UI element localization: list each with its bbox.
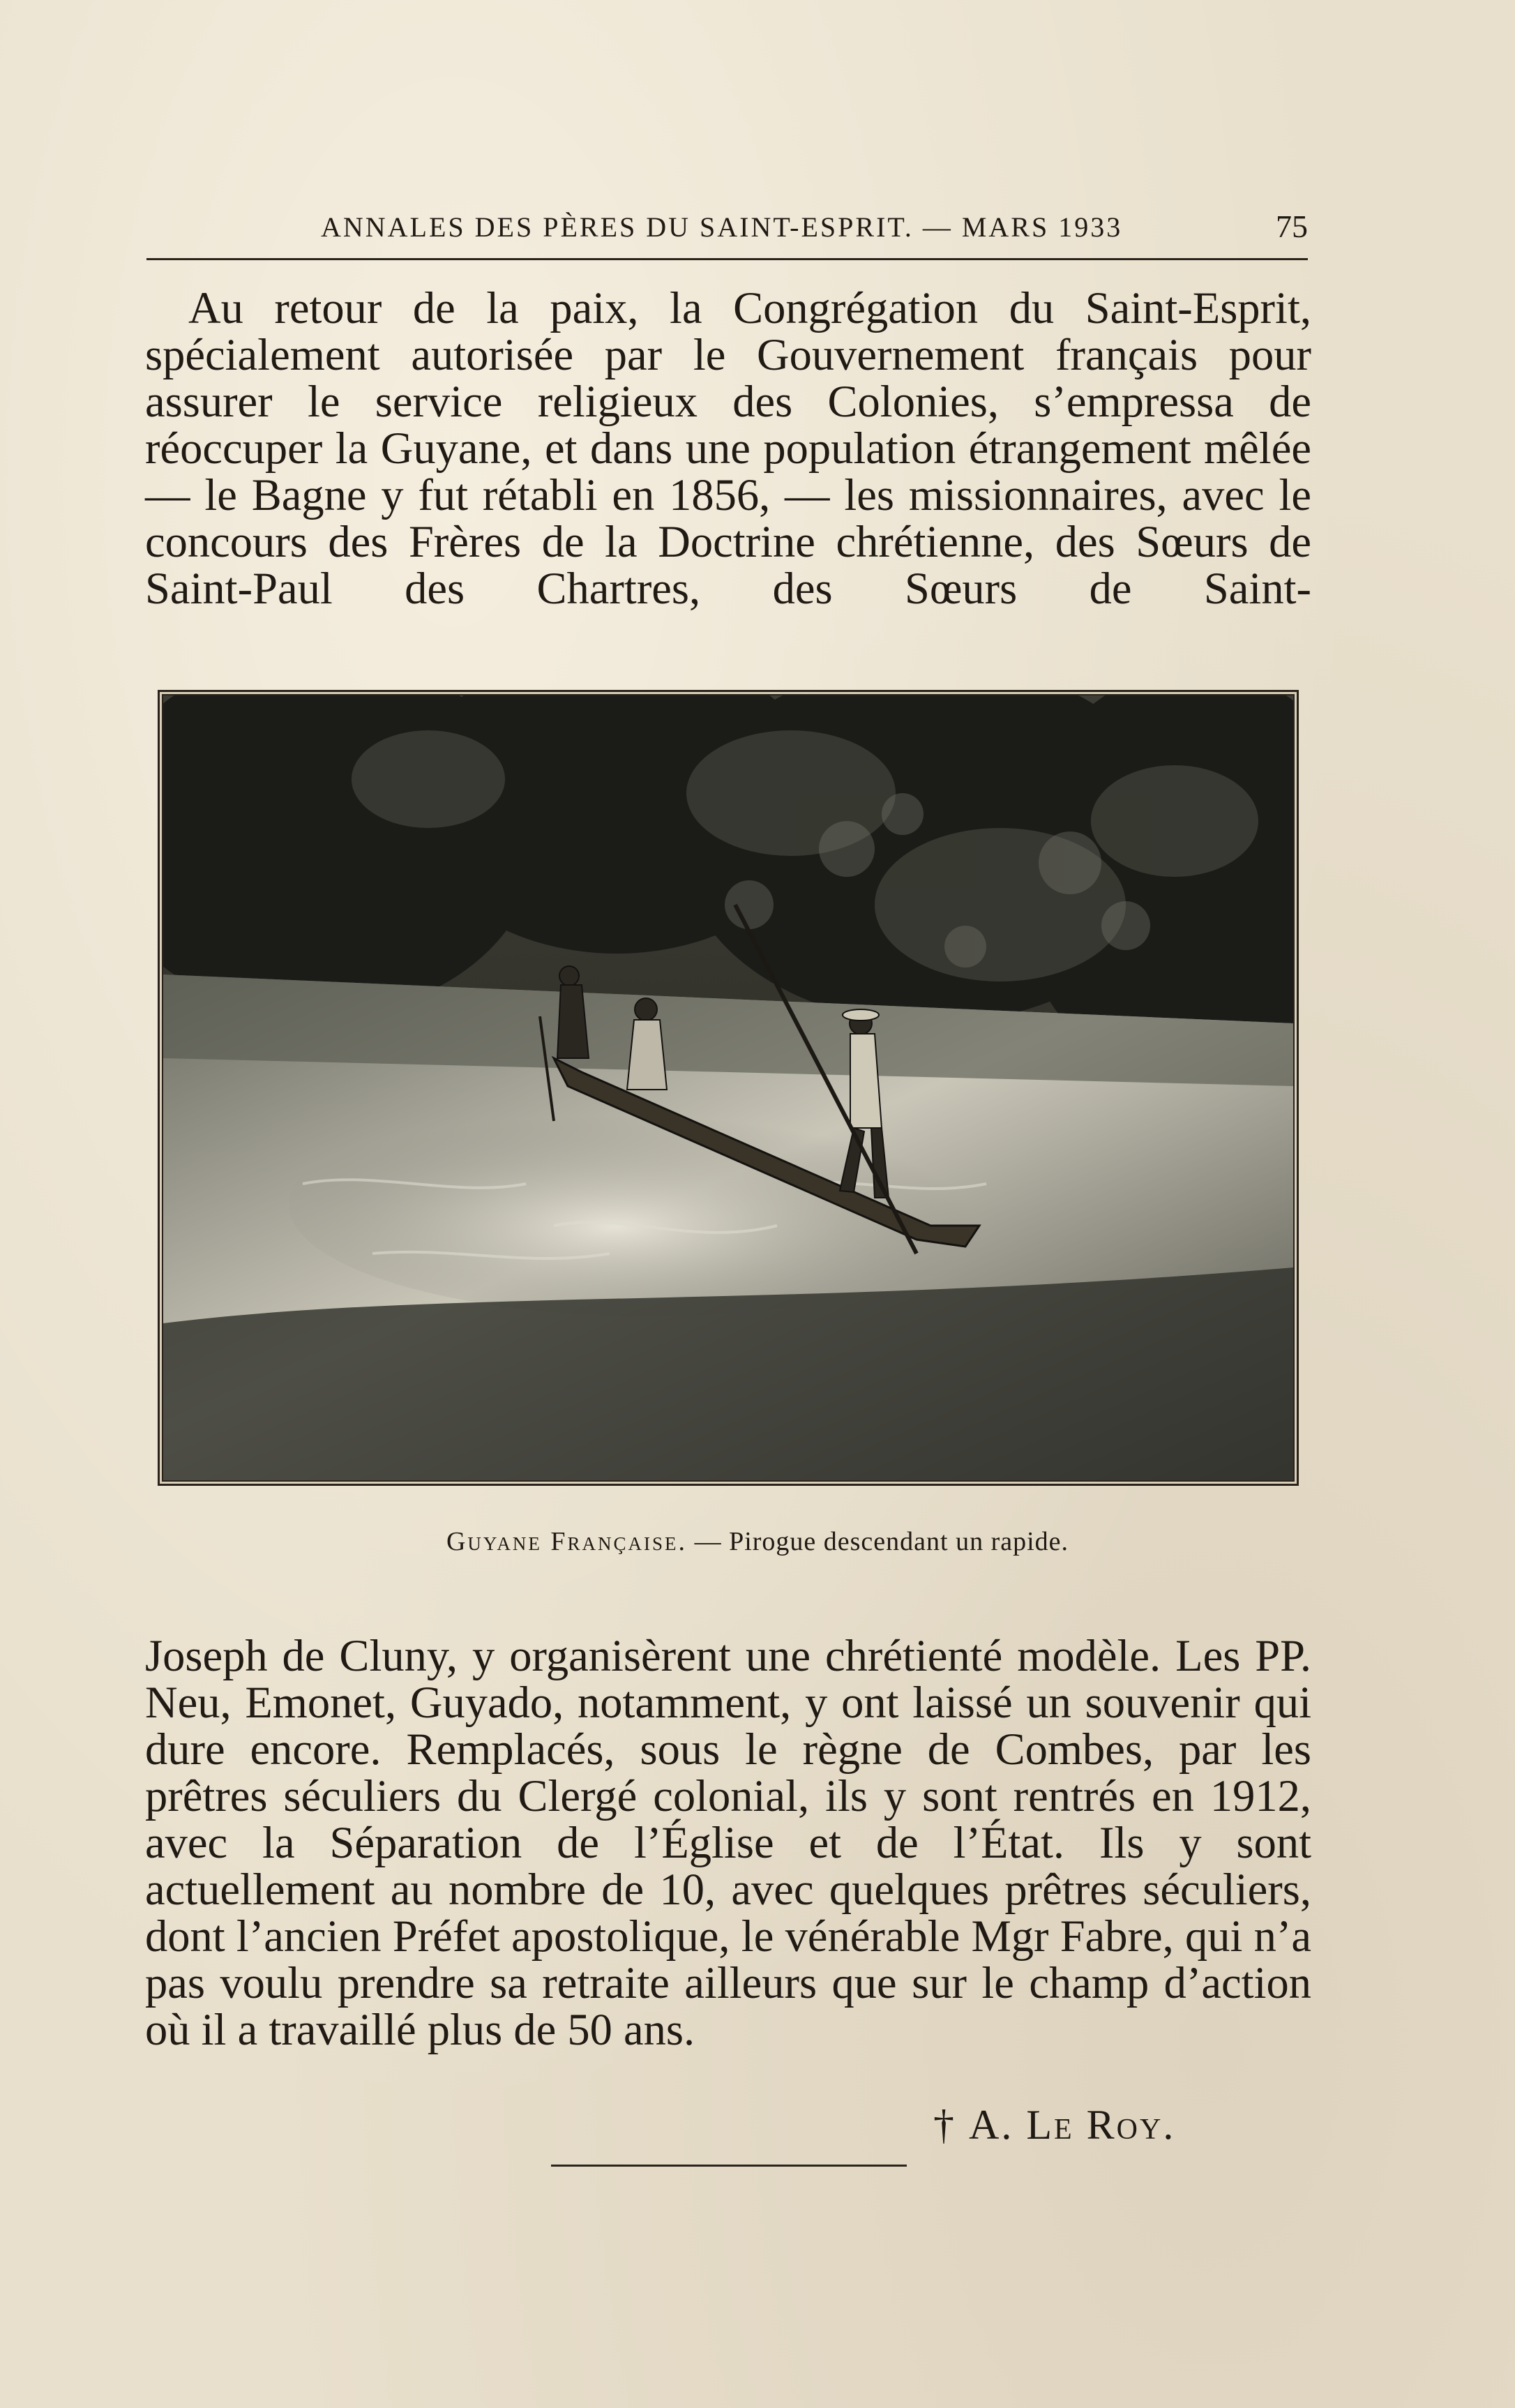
- closing-rule: [551, 2165, 907, 2167]
- author-name: A. Le Roy.: [969, 2102, 1176, 2148]
- caption-text: — Pirogue descendant un rapide.: [687, 1527, 1069, 1556]
- cross-symbol: †: [933, 2102, 956, 2148]
- page-header: [146, 202, 1308, 260]
- caption-place: Guyane Française.: [446, 1527, 688, 1556]
- running-title: ANNALES DES PÈRES DU SAINT-ESPRIT. — MARS 1933: [321, 211, 1123, 243]
- signature: [933, 2101, 1175, 2149]
- paragraph-2: Joseph de Cluny, y organisèrent une chrétienté modèle. Les PP. Neu, Emonet, Guyado, notamment, y ont laissé un souvenir qui dure encore. Remplacés, sous le règne de Combes, par les prêtres séculiers du Clergé colonial, ils y sont rentrés en 1912, avec la Séparation de l’Église et de l’État. Ils y sont actuellement au nombre de 10, avec quelques prêtres séculiers, dont l’ancien Préfet apostolique, le vénérable Mgr Fabre, qui n’a pas voulu prendre sa retraite ailleurs que sur le champ d’action où il a travaillé plus de 50 ans.: [145, 1631, 1311, 2054]
- paragraph-1: Au retour de la paix, la Congrégation du Saint-Esprit, spécialement autorisée par le Gouvernement français pour assurer le service religieux des Colonies, s’empressa de réoccuper la Guyane, et dans une population étrangement mêlée — le Bagne y fut rétabli en 1856, — les missionnaires, avec le concours des Frères de la Doctrine chrétienne, des Sœurs de Saint-Paul des Chartres, des Sœurs de Saint-: [145, 283, 1311, 613]
- river-rapids-photo: [162, 694, 1295, 1482]
- figure-caption: [0, 1526, 1515, 1557]
- page-number: 75: [1276, 209, 1308, 244]
